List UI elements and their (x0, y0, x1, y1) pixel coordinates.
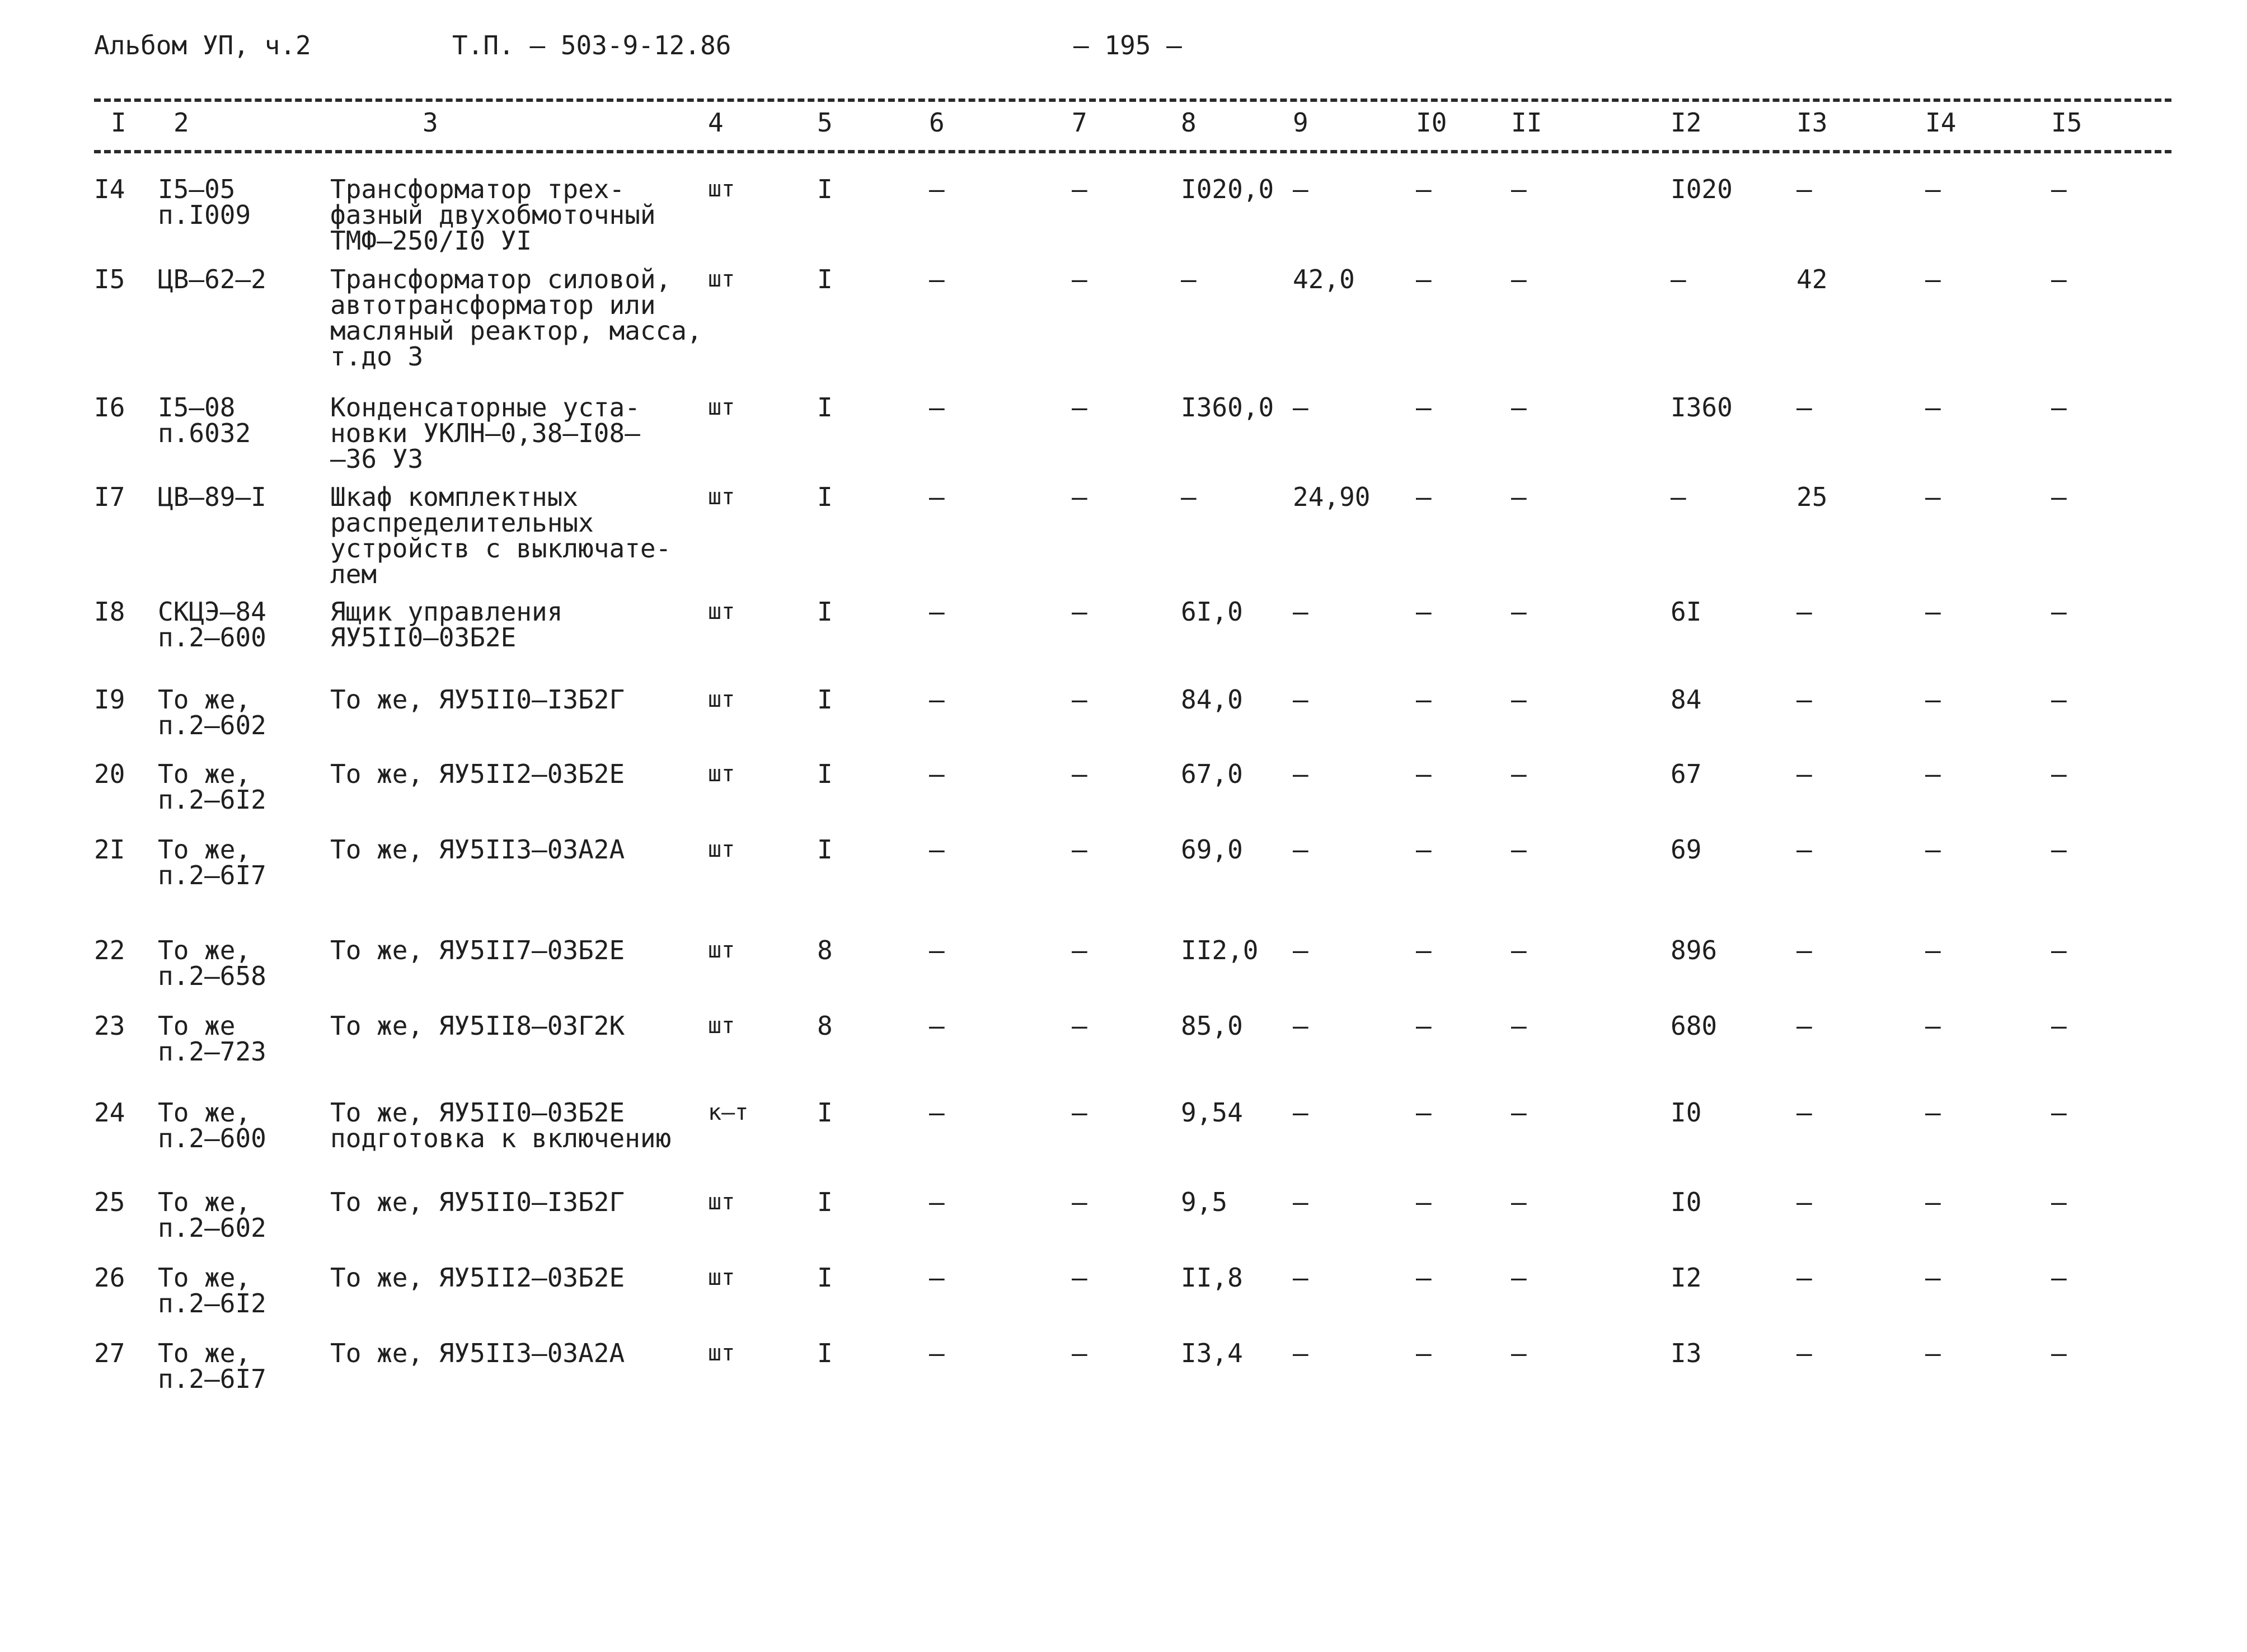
item-name-line: масляный реактор, масса, (330, 316, 702, 346)
cell-col-15: – (2051, 1097, 2067, 1128)
cell-col-15: – (2051, 1338, 2067, 1368)
quantity: I (817, 597, 833, 627)
cell-col-12: 6I (1671, 597, 1702, 627)
cell-col-15: – (2051, 264, 2067, 294)
pricelist-code (158, 761, 266, 813)
unit: шт (708, 599, 735, 625)
item-name-line: То же, ЯУ5II2–03Б2Е (330, 759, 625, 789)
cell-col-9: – (1293, 1097, 1308, 1128)
cell-col-8: I360,0 (1181, 392, 1274, 423)
cell-col-14: – (1925, 1338, 1941, 1368)
cell-col-8: – (1181, 264, 1197, 294)
pricelist-code-line: п.2–600 (158, 622, 266, 653)
cell-col-12: 680 (1671, 1011, 1718, 1041)
item-name-line: распределительных (330, 508, 594, 538)
cell-col-14: – (1925, 597, 1941, 627)
pricelist-code-line: То же, (158, 1263, 251, 1293)
row-number: 22 (94, 935, 125, 965)
pricelist-code (158, 1340, 266, 1392)
quantity: I (817, 834, 833, 865)
item-name (330, 937, 625, 963)
cell-col-15: – (2051, 684, 2067, 715)
cell-col-13: – (1796, 1187, 1812, 1217)
cell-col-13: – (1796, 597, 1812, 627)
quantity: I (817, 392, 833, 423)
cell-col-8: 9,5 (1181, 1187, 1228, 1217)
unit: шт (708, 687, 735, 712)
col-header-12: I2 (1671, 107, 1702, 138)
cell-col-13: – (1796, 1338, 1812, 1368)
cell-col-12: I2 (1671, 1263, 1702, 1293)
pricelist-code (158, 1097, 266, 1153)
quantity: I (817, 759, 833, 789)
cell-col-12: I360 (1671, 392, 1733, 423)
pricelist-code (158, 176, 251, 228)
cell-col-9: – (1293, 1338, 1308, 1368)
cell-col-13: – (1796, 1011, 1812, 1041)
pricelist-code-line: То же, (158, 935, 251, 965)
col-header-15: I5 (2051, 107, 2082, 138)
unit: шт (708, 1189, 735, 1215)
quantity: 8 (817, 1011, 833, 1041)
cell-col-10: – (1416, 1187, 1432, 1217)
cell-col-11: – (1511, 834, 1527, 865)
cell-col-10: – (1416, 935, 1432, 965)
item-name (330, 264, 702, 372)
item-name-line: То же, ЯУ5II3–03А2А (330, 834, 625, 865)
cell-col-11: – (1511, 1011, 1527, 1041)
pricelist-code-line: п.2–6I7 (158, 860, 266, 890)
pricelist-code-line: I5–05 (158, 174, 236, 204)
cell-col-7: – (1072, 482, 1087, 512)
cell-col-12: – (1671, 482, 1686, 512)
item-name-line: лем (330, 559, 377, 589)
cell-col-6: – (929, 1187, 945, 1217)
cell-col-15: – (2051, 482, 2067, 512)
col-header-10: I0 (1416, 107, 1447, 138)
item-name (330, 176, 656, 254)
row-number: 26 (94, 1263, 125, 1293)
col-header-13: I3 (1796, 107, 1828, 138)
cell-col-6: – (929, 174, 945, 204)
row-number: 24 (94, 1097, 125, 1128)
item-name (330, 1097, 672, 1153)
pricelist-code (158, 392, 251, 448)
cell-col-9: – (1293, 392, 1308, 423)
pricelist-code-line: То же, (158, 1097, 251, 1128)
cell-col-9: – (1293, 597, 1308, 627)
item-name-line: автотрансформатор или (330, 290, 656, 320)
cell-col-11: – (1511, 1097, 1527, 1128)
item-name-line: То же, ЯУ5II3–03А2А (330, 1338, 625, 1368)
cell-col-14: – (1925, 759, 1941, 789)
pricelist-code-line: То же, (158, 1338, 251, 1368)
cell-col-13: – (1796, 935, 1812, 965)
cell-col-7: – (1072, 1187, 1087, 1217)
pricelist-code (158, 937, 266, 989)
cell-col-15: – (2051, 935, 2067, 965)
pricelist-code-line: п.2–658 (158, 961, 266, 991)
cell-col-11: – (1511, 1338, 1527, 1368)
cell-col-15: – (2051, 597, 2067, 627)
cell-col-14: – (1925, 834, 1941, 865)
cell-col-10: – (1416, 392, 1432, 423)
cell-col-9: 24,90 (1293, 482, 1371, 512)
cell-col-12: I0 (1671, 1097, 1702, 1128)
item-name-line: Трансформатор трех- (330, 174, 625, 204)
quantity: I (817, 174, 833, 204)
cell-col-8: I020,0 (1181, 174, 1274, 204)
item-name-line: Ящик управления (330, 597, 563, 627)
cell-col-10: – (1416, 174, 1432, 204)
pricelist-code-line: ЦВ–89–I (158, 482, 266, 512)
quantity: 8 (817, 935, 833, 965)
cell-col-9: – (1293, 1187, 1308, 1217)
cell-col-11: – (1511, 1187, 1527, 1217)
quantity: I (817, 482, 833, 512)
item-name (330, 834, 625, 865)
page-number: – 195 – (1073, 30, 1182, 60)
row-number: 23 (94, 1011, 125, 1041)
cell-col-14: – (1925, 1187, 1941, 1217)
item-name (330, 1189, 625, 1215)
cell-col-10: – (1416, 684, 1432, 715)
item-name (330, 1340, 625, 1366)
cell-col-7: – (1072, 174, 1087, 204)
unit: к–т (708, 1100, 749, 1125)
cell-col-6: – (929, 684, 945, 715)
unit: шт (708, 1265, 735, 1290)
cell-col-15: – (2051, 392, 2067, 423)
cell-col-7: – (1072, 597, 1087, 627)
row-number: 27 (94, 1338, 125, 1368)
cell-col-7: – (1072, 1263, 1087, 1293)
cell-col-8: II,8 (1181, 1263, 1243, 1293)
cell-col-6: – (929, 392, 945, 423)
cell-col-6: – (929, 264, 945, 294)
cell-col-14: – (1925, 935, 1941, 965)
cell-col-15: – (2051, 1187, 2067, 1217)
unit: шт (708, 176, 735, 202)
item-name (330, 1013, 625, 1039)
pricelist-code-line: То же, (158, 684, 251, 715)
cell-col-14: – (1925, 174, 1941, 204)
row-number: I9 (94, 684, 125, 715)
cell-col-11: – (1511, 174, 1527, 204)
item-name (330, 484, 671, 587)
item-name-line: То же, ЯУ5II0–03Б2Е (330, 1097, 625, 1128)
unit: шт (708, 761, 735, 787)
cell-col-12: 84 (1671, 684, 1702, 715)
cell-col-10: – (1416, 482, 1432, 512)
cell-col-11: – (1511, 264, 1527, 294)
col-header-2: 2 (173, 107, 189, 138)
pricelist-code-line: То же (158, 1011, 236, 1041)
col-header-4: 4 (708, 107, 724, 138)
item-name-line: новки УКЛН–0,38–I08– (330, 418, 640, 448)
cell-col-8: 6I,0 (1181, 597, 1243, 627)
unit: шт (708, 266, 735, 292)
cell-col-6: – (929, 1338, 945, 1368)
cell-col-10: – (1416, 759, 1432, 789)
cell-col-6: – (929, 1011, 945, 1041)
cell-col-7: – (1072, 935, 1087, 965)
item-name-line: –36 УЗ (330, 444, 424, 474)
cell-col-13: – (1796, 834, 1812, 865)
row-number: I8 (94, 597, 125, 627)
col-header-11: II (1511, 107, 1542, 138)
cell-col-7: – (1072, 684, 1087, 715)
pricelist-code (158, 1189, 266, 1241)
cell-col-7: – (1072, 264, 1087, 294)
item-name-line: То же, ЯУ5II8–03Г2К (330, 1011, 625, 1041)
cell-col-9: – (1293, 174, 1308, 204)
pricelist-code (158, 1265, 266, 1316)
row-number: I4 (94, 174, 125, 204)
pricelist-code-line: п.2–602 (158, 710, 266, 740)
cell-col-12: 67 (1671, 759, 1702, 789)
cell-col-15: – (2051, 1263, 2067, 1293)
cell-col-14: – (1925, 482, 1941, 512)
cell-col-11: – (1511, 935, 1527, 965)
col-header-6: 6 (929, 107, 945, 138)
item-name-line: То же, ЯУ5II0–I3Б2Г (330, 1187, 625, 1217)
cell-col-10: – (1416, 264, 1432, 294)
pricelist-code-line: п.2–600 (158, 1123, 266, 1153)
cell-col-8: 9,54 (1181, 1097, 1243, 1128)
pricelist-code-line: ЦВ–62–2 (158, 264, 266, 294)
cell-col-8: 67,0 (1181, 759, 1243, 789)
cell-col-7: – (1072, 1338, 1087, 1368)
row-number: 20 (94, 759, 125, 789)
cell-col-11: – (1511, 759, 1527, 789)
row-number: 2I (94, 834, 125, 865)
cell-col-11: – (1511, 1263, 1527, 1293)
row-number: I7 (94, 482, 125, 512)
unit: шт (708, 1340, 735, 1366)
cell-col-8: II2,0 (1181, 935, 1259, 965)
cell-col-9: – (1293, 759, 1308, 789)
cell-col-13: – (1796, 174, 1812, 204)
cell-col-9: – (1293, 834, 1308, 865)
cell-col-12: 69 (1671, 834, 1702, 865)
item-name (330, 1263, 625, 1293)
cell-col-8: – (1181, 482, 1197, 512)
cell-col-13: – (1796, 1097, 1812, 1128)
cell-col-9: 42,0 (1293, 264, 1355, 294)
pricelist-code-line: СКЦЭ–84 (158, 597, 266, 627)
pricelist-code-line: п.2–723 (158, 1036, 266, 1067)
item-name-line: т.до 3 (330, 341, 424, 372)
row-number: I6 (94, 392, 125, 423)
quantity: I (817, 1097, 833, 1128)
cell-col-7: – (1072, 759, 1087, 789)
cell-col-8: 69,0 (1181, 834, 1243, 865)
cell-col-13: – (1796, 1263, 1812, 1293)
item-name (330, 597, 563, 653)
pricelist-code-line: I5–08 (158, 392, 236, 423)
item-name-line: То же, ЯУ5II2–03Б2Е (330, 1263, 625, 1293)
pricelist-code-line: п.I009 (158, 200, 251, 230)
cell-col-10: – (1416, 1011, 1432, 1041)
cell-col-10: – (1416, 1263, 1432, 1293)
item-name (330, 392, 640, 474)
col-header-14: I4 (1925, 107, 1957, 138)
cell-col-11: – (1511, 684, 1527, 715)
cell-col-6: – (929, 1097, 945, 1128)
pricelist-code (158, 834, 266, 890)
cell-col-11: – (1511, 482, 1527, 512)
cell-col-14: – (1925, 1263, 1941, 1293)
pricelist-code-line: п.2–6I2 (158, 1288, 266, 1318)
cell-col-6: – (929, 935, 945, 965)
pricelist-code-line: То же, (158, 759, 251, 789)
unit: шт (708, 937, 735, 963)
cell-col-9: – (1293, 684, 1308, 715)
cell-col-9: – (1293, 1263, 1308, 1293)
cell-col-8: I3,4 (1181, 1338, 1243, 1368)
cell-col-7: – (1072, 1097, 1087, 1128)
pricelist-code-line: п.2–6I7 (158, 1364, 266, 1394)
cell-col-8: 85,0 (1181, 1011, 1243, 1041)
item-name (330, 761, 625, 787)
unit: шт (708, 484, 735, 510)
item-name-line: устройств с выключате- (330, 533, 672, 564)
cell-col-14: – (1925, 1097, 1941, 1128)
item-name (330, 684, 625, 715)
cell-col-6: – (929, 597, 945, 627)
pricelist-code-line: п.6032 (158, 418, 251, 448)
item-name-line: То же, ЯУ5II0–I3Б2Г (330, 684, 625, 715)
quantity: I (817, 684, 833, 715)
pricelist-code-line: п.2–6I2 (158, 785, 266, 815)
pricelist-code-line: То же, (158, 1187, 251, 1217)
pricelist-code (158, 1011, 266, 1067)
cell-col-12: – (1671, 264, 1686, 294)
col-header-5: 5 (817, 107, 833, 138)
col-header-8: 8 (1181, 107, 1197, 138)
cell-col-8: 84,0 (1181, 684, 1243, 715)
cell-col-13: 25 (1796, 482, 1828, 512)
unit: шт (708, 395, 735, 420)
col-header-1: I (111, 107, 126, 138)
pricelist-code (158, 684, 266, 740)
cell-col-10: – (1416, 597, 1432, 627)
item-name-line: ЯУ5II0–03Б2Е (330, 622, 517, 653)
album-label: Альбом УП, ч.2 (94, 30, 311, 60)
col-header-3: 3 (423, 107, 438, 138)
pricelist-code (158, 484, 266, 510)
cell-col-12: I020 (1671, 174, 1733, 204)
cell-col-12: I3 (1671, 1338, 1702, 1368)
cell-col-6: – (929, 482, 945, 512)
cell-col-9: – (1293, 935, 1308, 965)
cell-col-15: – (2051, 834, 2067, 865)
cell-col-14: – (1925, 684, 1941, 715)
cell-col-15: – (2051, 759, 2067, 789)
cell-col-6: – (929, 1263, 945, 1293)
cell-col-13: – (1796, 759, 1812, 789)
item-name-line: подготовка к включению (330, 1123, 672, 1153)
item-name-line: фазный двухобмоточный (330, 200, 656, 230)
row-number: 25 (94, 1187, 125, 1217)
cell-col-13: 42 (1796, 264, 1828, 294)
unit: шт (708, 837, 735, 862)
pricelist-code (158, 597, 266, 653)
cell-col-6: – (929, 759, 945, 789)
col-header-9: 9 (1293, 107, 1308, 138)
cell-col-12: 896 (1671, 935, 1718, 965)
cell-col-10: – (1416, 1097, 1432, 1128)
pricelist-code (158, 266, 266, 292)
cell-col-15: – (2051, 174, 2067, 204)
cell-col-10: – (1416, 1338, 1432, 1368)
cell-col-11: – (1511, 392, 1527, 423)
project-code: Т.П. – 503-9-12.86 (452, 30, 731, 60)
cell-col-9: – (1293, 1011, 1308, 1041)
cell-col-14: – (1925, 392, 1941, 423)
item-name-line: Трансформатор силовой, (330, 264, 672, 294)
item-name-line: Конденсаторные уста- (330, 392, 640, 423)
pricelist-code-line: п.2–602 (158, 1213, 266, 1243)
cell-col-11: – (1511, 597, 1527, 627)
cell-col-13: – (1796, 392, 1812, 423)
cell-col-6: – (929, 834, 945, 865)
cell-col-14: – (1925, 1011, 1941, 1041)
item-name-line: Шкаф комплектных (330, 482, 579, 512)
item-name-line: То же, ЯУ5II7–03Б2Е (330, 935, 625, 965)
quantity: I (817, 1338, 833, 1368)
cell-col-15: – (2051, 1011, 2067, 1041)
cell-col-7: – (1072, 834, 1087, 865)
cell-col-10: – (1416, 834, 1432, 865)
cell-col-14: – (1925, 264, 1941, 294)
cell-col-13: – (1796, 684, 1812, 715)
col-header-7: 7 (1072, 107, 1087, 138)
row-number: I5 (94, 264, 125, 294)
item-name-line: ТМФ–250/I0 УI (330, 226, 532, 256)
quantity: I (817, 264, 833, 294)
cell-col-7: – (1072, 1011, 1087, 1041)
quantity: I (817, 1187, 833, 1217)
quantity: I (817, 1263, 833, 1293)
cell-col-7: – (1072, 392, 1087, 423)
unit: шт (708, 1013, 735, 1039)
cell-col-12: I0 (1671, 1187, 1702, 1217)
pricelist-code-line: То же, (158, 834, 251, 865)
